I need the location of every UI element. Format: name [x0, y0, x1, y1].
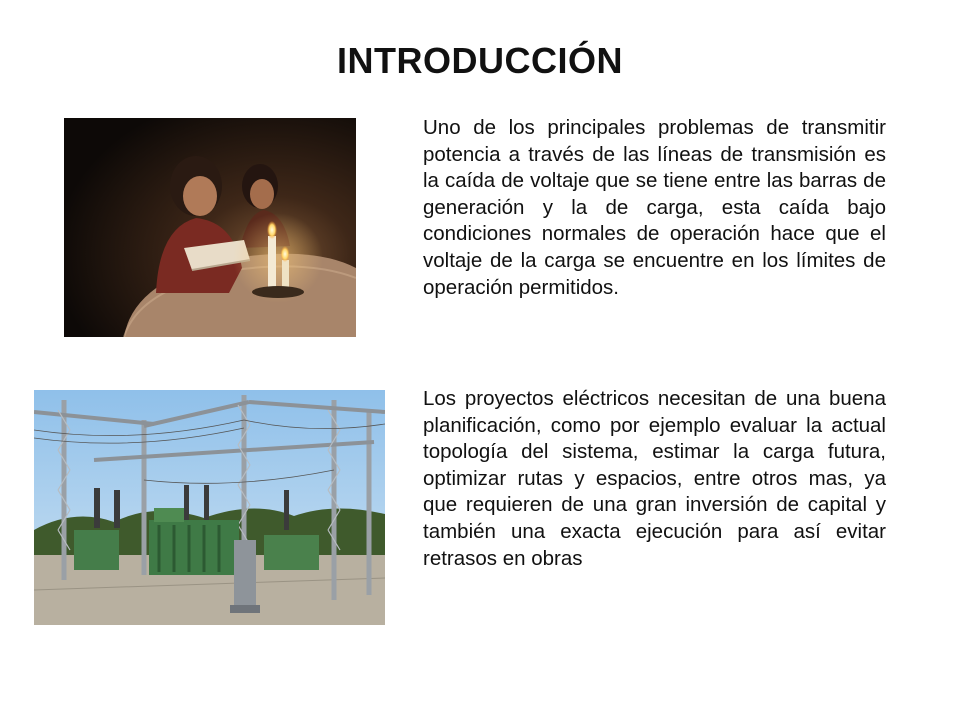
slide-title: INTRODUCCIÓN: [337, 40, 623, 81]
candlelight-photo: [64, 118, 356, 337]
paragraph-electrical-projects: Los proyectos eléctricos necesitan de una buena planificación, como por ejemplo evaluar la actual topología del sistema, estimar la carga futura, optimizar rutas y espacios, entre otros mas, ya que requieren de una gran inversión de capital y también una exacta ejecución para así evitar retrasos en obras: [423, 387, 886, 570]
substation-photo: [34, 390, 385, 625]
paragraph-voltage-drop: Uno de los principales problemas de transmitir potencia a través de las líneas de transmisión es la caída de voltaje que se tiene entre las barras de generación y la de carga, esta caída bajo condiciones normales de operación hace que el voltaje de la carga se encuentre en los límites de operación permitidos.: [423, 116, 886, 299]
